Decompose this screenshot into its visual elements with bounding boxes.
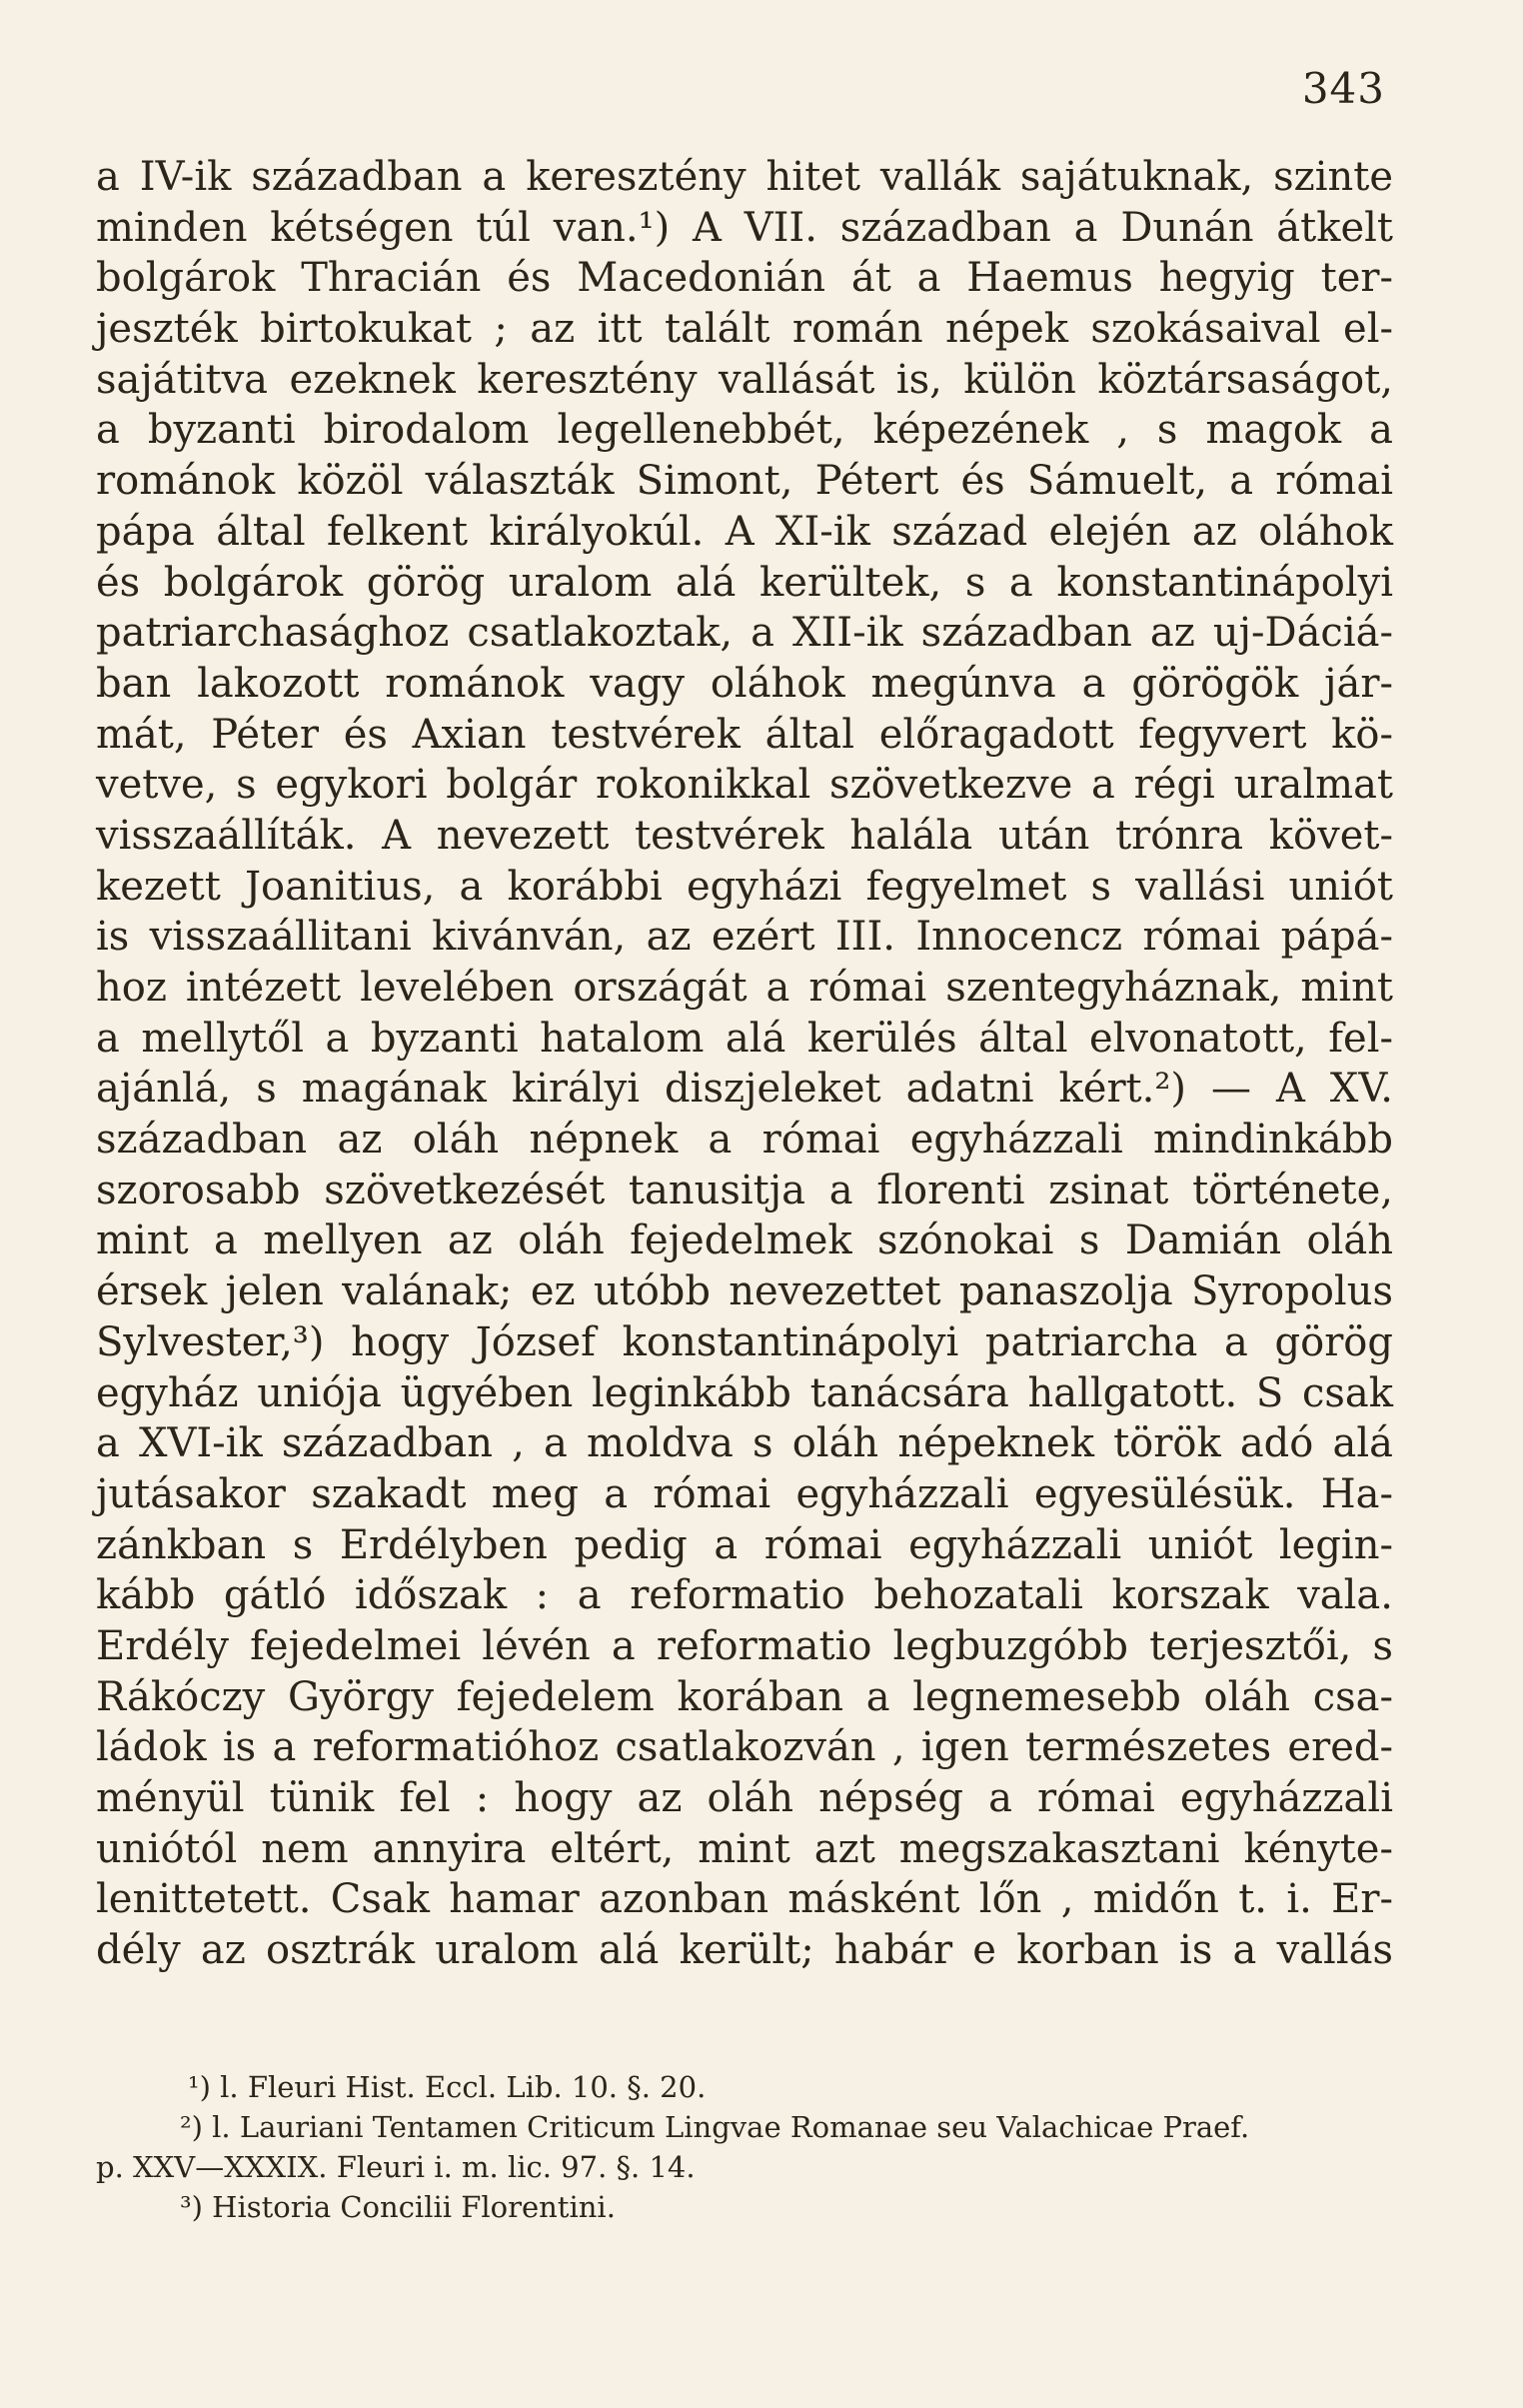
text-line: is visszaállitani kivánván, az ezért III. Innocencz római pápá- (96, 914, 1393, 961)
text-line: sajátitva ezeknek keresztény vallását is, külön köztársaságot, (96, 356, 1393, 403)
text-line: visszaállíták. A nevezett testvérek halála után trónra követ- (96, 812, 1393, 859)
text-line: érsek jelen valának; ez utóbb nevezettet panaszolja Syropolus (96, 1268, 1393, 1315)
text-line: században az oláh népnek a római egyházzali mindinkább (96, 1117, 1393, 1164)
text-line: a XVI-ik században , a moldva s oláh népeknek török adó alá (96, 1420, 1393, 1467)
text-line: zánkban s Erdélyben pedig a római egyházzali uniót legin- (96, 1521, 1393, 1568)
text-line: bolgárok Thracián és Macedonián át a Haemus hegyig ter- (96, 255, 1393, 302)
text-line: ládok is a reformatióhoz csatlakozván , igen természetes ered- (96, 1724, 1393, 1771)
text-line: a IV-ik században a keresztény hitet vallák sajátuknak, szinte (96, 154, 1393, 200)
text-line: szorosabb szövetkezését tanusitja a florenti zsinat története, (96, 1167, 1393, 1213)
text-line: ban lakozott románok vagy oláhok megúnva a görögök jár- (96, 660, 1393, 707)
text-line: pápa által felkent királyokúl. A XI-ik század elején az oláhok (96, 508, 1393, 555)
text-line: kább gátló időszak : a reformatio behozatali korszak vala. (96, 1572, 1393, 1619)
footnote: ¹) l. Fleuri Hist. Eccl. Lib. 10. §. 20. (188, 2070, 707, 2104)
footnote-continuation: p. XXV—XXXIX. Fleuri i. m. lic. 97. §. 14. (96, 2150, 696, 2184)
text-line: románok közöl választák Simont, Pétert és Sámuelt, a római (96, 458, 1393, 505)
text-line: dély az osztrák uralom alá került; habár e korban is a vallás (96, 1927, 1393, 1974)
text-line: uniótól nem annyira eltért, mint azt megszakasztani kényte- (96, 1825, 1393, 1872)
text-line: ményül tünik fel : hogy az oláh népség a római egyházzali (96, 1775, 1393, 1821)
page-number: 343 (1301, 64, 1385, 113)
text-line: a byzanti birodalom legellenebbét, képezének , s magok a (96, 407, 1393, 454)
text-line: és bolgárok görög uralom alá kerültek, s a konstantinápolyi (96, 559, 1393, 606)
footnote: ³) Historia Concilii Florentini. (180, 2190, 616, 2224)
text-line: a mellytől a byzanti hatalom alá kerülés által elvonatott, fel- (96, 1015, 1393, 1062)
text-line: vetve, s egykori bolgár rokonikkal szövetkezve a régi uralmat (96, 762, 1393, 809)
text-line: jutásakor szakadt meg a római egyházzali egyesülésük. Ha- (96, 1470, 1393, 1517)
text-line: jeszték birtokukat ; az itt talált román népek szokásaival el- (96, 306, 1393, 353)
text-line: minden kétségen túl van.¹) A VII. században a Dunán átkelt (96, 204, 1393, 251)
text-line: egyház uniója ügyében leginkább tanácsára hallgatott. S csak (96, 1369, 1393, 1416)
text-line: lenittetett. Csak hamar azonban másként lőn , midőn t. i. Er- (96, 1876, 1393, 1923)
text-line: ajánlá, s magának királyi diszjeleket adatni kért.²) — A XV. (96, 1066, 1393, 1113)
text-line: mint a mellyen az oláh fejedelmek szónokai s Damián oláh (96, 1217, 1393, 1264)
text-line: Erdély fejedelmei lévén a reformatio legbuzgóbb terjesztői, s (96, 1622, 1393, 1669)
body-text (96, 152, 1393, 1976)
text-line: kezett Joanitius, a korábbi egyházi fegyelmet s vallási uniót (96, 863, 1393, 910)
text-line: mát, Péter és Axian testvérek által előragadott fegyvert kö- (96, 711, 1393, 758)
text-line: hoz intézett levelében országát a római szentegyháznak, mint (96, 965, 1393, 1011)
footnotes (96, 2067, 1393, 2227)
text-line: Sylvester,³) hogy József konstantinápolyi patriarcha a görög (96, 1318, 1393, 1365)
text-line: patriarchasághoz csatlakoztak, a XII-ik században az uj-Dáciá- (96, 610, 1393, 657)
text-line: Rákóczy György fejedelem korában a legnemesebb oláh csa- (96, 1673, 1393, 1720)
footnote: ²) l. Lauriani Tentamen Criticum Lingvae Romanae seu Valachicae Praef. (180, 2110, 1250, 2144)
